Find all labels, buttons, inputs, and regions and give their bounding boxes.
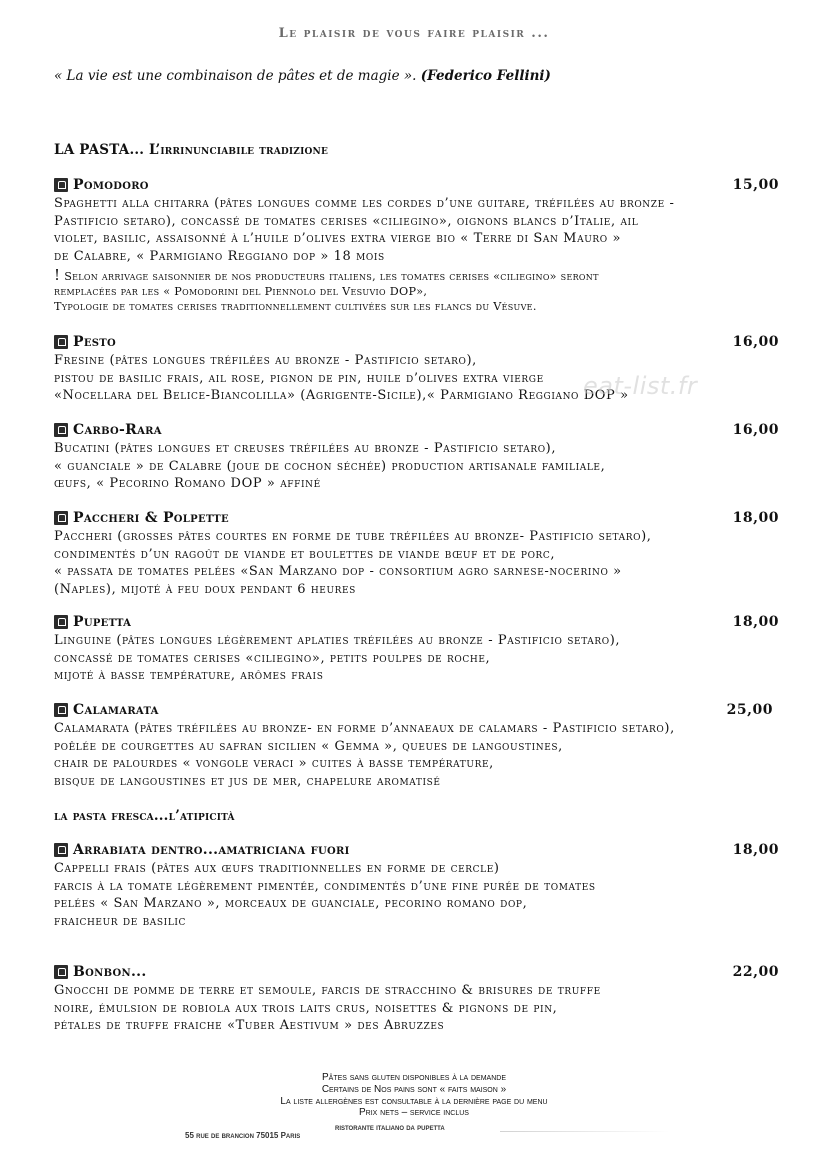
quote-author: (Federico Fellini)	[420, 68, 551, 84]
menu-item-icon	[54, 615, 68, 629]
footer-line: Prix nets – service inclus	[359, 1107, 469, 1119]
dish-price: 25,00	[726, 702, 773, 718]
dish-description-line: pelées « San Marzano », morceaux de guanciale, pecorino romano dop,	[54, 896, 528, 911]
dish-name: Pomodoro	[73, 177, 149, 193]
seasonal-note-line: remplacées par les « Pomodorini del Piennolo del Vesuvio DOP»,	[54, 285, 428, 298]
dish-description-line: œufs, « Pecorino Romano DOP » affiné	[54, 476, 321, 491]
menu-header-title: Le plaisir de vous faire plaisir ...	[278, 26, 550, 41]
fellini-quote	[54, 68, 774, 84]
dish-description-line: Linguine (pâtes longues légèrement aplaties tréfilées au bronze - Pastificio setaro),	[54, 633, 621, 648]
dish-description-line: mijoté à basse température, arômes frais	[54, 668, 324, 683]
dish-name: Carbo-Rara	[73, 422, 162, 438]
dish-arrabiata	[54, 842, 781, 930]
dish-description-line: pistou de basilic frais, ail rose, pignon de pin, huile d’olives extra vierge	[54, 370, 544, 386]
restaurant-address: 55 rue de brancion 75015 Paris	[185, 1131, 301, 1140]
dish-description-line: violet, basilic, assaisonné à l’huile d’olives extra vierge bio « Terre di San Mauro »	[54, 231, 622, 246]
seasonal-note-line	[54, 268, 781, 284]
seasonal-note-line: Typologie de tomates cerises traditionnellement cultivées sur les flancs du Vésuve.	[54, 300, 537, 313]
section-title-pasta-fresca: la pasta fresca...l’atipicità	[54, 808, 235, 824]
menu-item-icon	[54, 843, 68, 857]
menu-item-icon	[54, 335, 68, 349]
section-title-pasta-tradizione: LA PASTA... L’irrinunciabile tradizione	[54, 142, 329, 158]
dish-price: 18,00	[732, 614, 779, 630]
dish-description-line: Spaghetti alla chitarra (pâtes longues comme les cordes d’une guitare, tréfilées au bronze -	[54, 196, 675, 211]
dish-description-line: de Calabre, « Parmigiano Reggiano dop » 18 mois	[54, 248, 385, 264]
dish-description-line: «Nocellara del Belice-Biancolilla» (Agrigente-Sicile),« Parmigiano Reggiano DOP »	[54, 388, 629, 403]
dish-description-line: fraicheur de basilic	[54, 913, 187, 929]
dish-pomodoro	[54, 177, 781, 314]
dish-description-line: poêlée de courgettes au safran sicilien « Gemma », queues de langoustines,	[54, 738, 563, 754]
warning-mark: !	[54, 266, 61, 284]
footer-line: La liste allergènes est consultable à la dernière page du menu	[280, 1095, 548, 1107]
dish-description-line: (Naples), mijoté à feu doux pendant 6 heures	[54, 581, 356, 597]
menu-item-icon	[54, 511, 68, 525]
dish-price: 18,00	[732, 842, 779, 858]
dish-description-line: Cappelli frais (pâtes aux œufs traditionnelles en forme de cercle)	[54, 861, 500, 876]
dish-description-line: pétales de truffe fraiche «Tuber Aestivum » des Abruzzes	[54, 1018, 445, 1033]
dish-price: 16,00	[732, 422, 779, 438]
menu-item-icon	[54, 178, 68, 192]
dish-paccheri-polpette	[54, 510, 781, 598]
dish-description-line: condimentés d’un ragoût de viande et boulettes de viande bœuf et de porc,	[54, 546, 556, 562]
dish-name: Calamarata	[73, 702, 159, 718]
dish-name: Bonbon...	[73, 964, 147, 980]
dish-description-line: concassé de tomates cerises «ciliegino», petits poulpes de roche,	[54, 650, 491, 666]
dish-description-line: farcis à la tomate légèrement pimentée, condimentés d’une fine purée de tomates	[54, 878, 596, 894]
dish-carbo-rara	[54, 422, 781, 493]
footer-line: Certains de Nos pains sont « faits maison »	[321, 1083, 507, 1095]
dish-description-line: bisque de langoustines et jus de mer, chapelure aromatisé	[54, 773, 441, 789]
dish-name: Paccheri & Polpette	[73, 510, 229, 526]
dish-name: Pupetta	[73, 614, 132, 630]
dish-bonbon	[54, 964, 781, 1035]
dish-pupetta	[54, 614, 781, 685]
dish-name: Arrabiata dentro...amatriciana fuori	[73, 842, 350, 858]
dish-price: 16,00	[732, 334, 779, 350]
dish-description-line: « guanciale » de Calabre (joue de cochon séchée) production artisanale familiale,	[54, 458, 606, 474]
footer-divider	[500, 1131, 670, 1132]
dish-description-line: Paccheri (grosses pâtes courtes en forme de tube tréfilées au bronze- Pastificio setaro),	[54, 529, 652, 544]
dish-description-line: Pastificio setaro), concassé de tomates cerises «ciliegino», oignons blancs d’Italie, ail	[54, 213, 639, 229]
restaurant-name: ristorante italiano da pupetta	[335, 1123, 445, 1132]
menu-footer	[0, 1072, 828, 1119]
dish-price: 18,00	[732, 510, 779, 526]
menu-item-icon	[54, 965, 68, 979]
watermark: eat-list.fr	[583, 372, 698, 400]
dish-description-line: chair de palourdes « vongole veraci » cuites à basse température,	[54, 756, 494, 771]
menu-item-icon	[54, 423, 68, 437]
dish-price: 15,00	[732, 177, 779, 193]
dish-description-line: noire, émulsion de robiola aux trois laits crus, noisettes & pignons de pin,	[54, 1000, 558, 1016]
dish-description-line: Bucatini (pâtes longues et creuses tréfilées au bronze - Pastificio setaro),	[54, 441, 557, 456]
dish-name: Pesto	[73, 334, 117, 350]
seasonal-note-text: Selon arrivage saisonnier de nos producteurs italiens, les tomates cerises «ciliegino» seront	[64, 270, 599, 283]
footer-line: Pâtes sans gluten disponibles à la demande	[322, 1072, 506, 1083]
dish-description-line: Gnocchi de pomme de terre et semoule, farcis de stracchino & brisures de truffe	[54, 983, 601, 998]
menu-item-icon	[54, 703, 68, 717]
dish-description-line: Calamarata (pâtes tréfilées au bronze- en forme d’annaeaux de calamars - Pastificio setaro),	[54, 721, 675, 736]
dish-description-line: « passata de tomates pelées «San Marzano dop - consortium agro sarnese-nocerino »	[54, 564, 622, 579]
dish-description-line: Fresine (pâtes longues tréfilées au bronze - Pastificio setaro),	[54, 353, 477, 368]
quote-text: « La vie est une combinaison de pâtes et de magie ».	[54, 68, 417, 84]
dish-calamarata	[54, 702, 781, 790]
dish-price: 22,00	[732, 964, 779, 980]
